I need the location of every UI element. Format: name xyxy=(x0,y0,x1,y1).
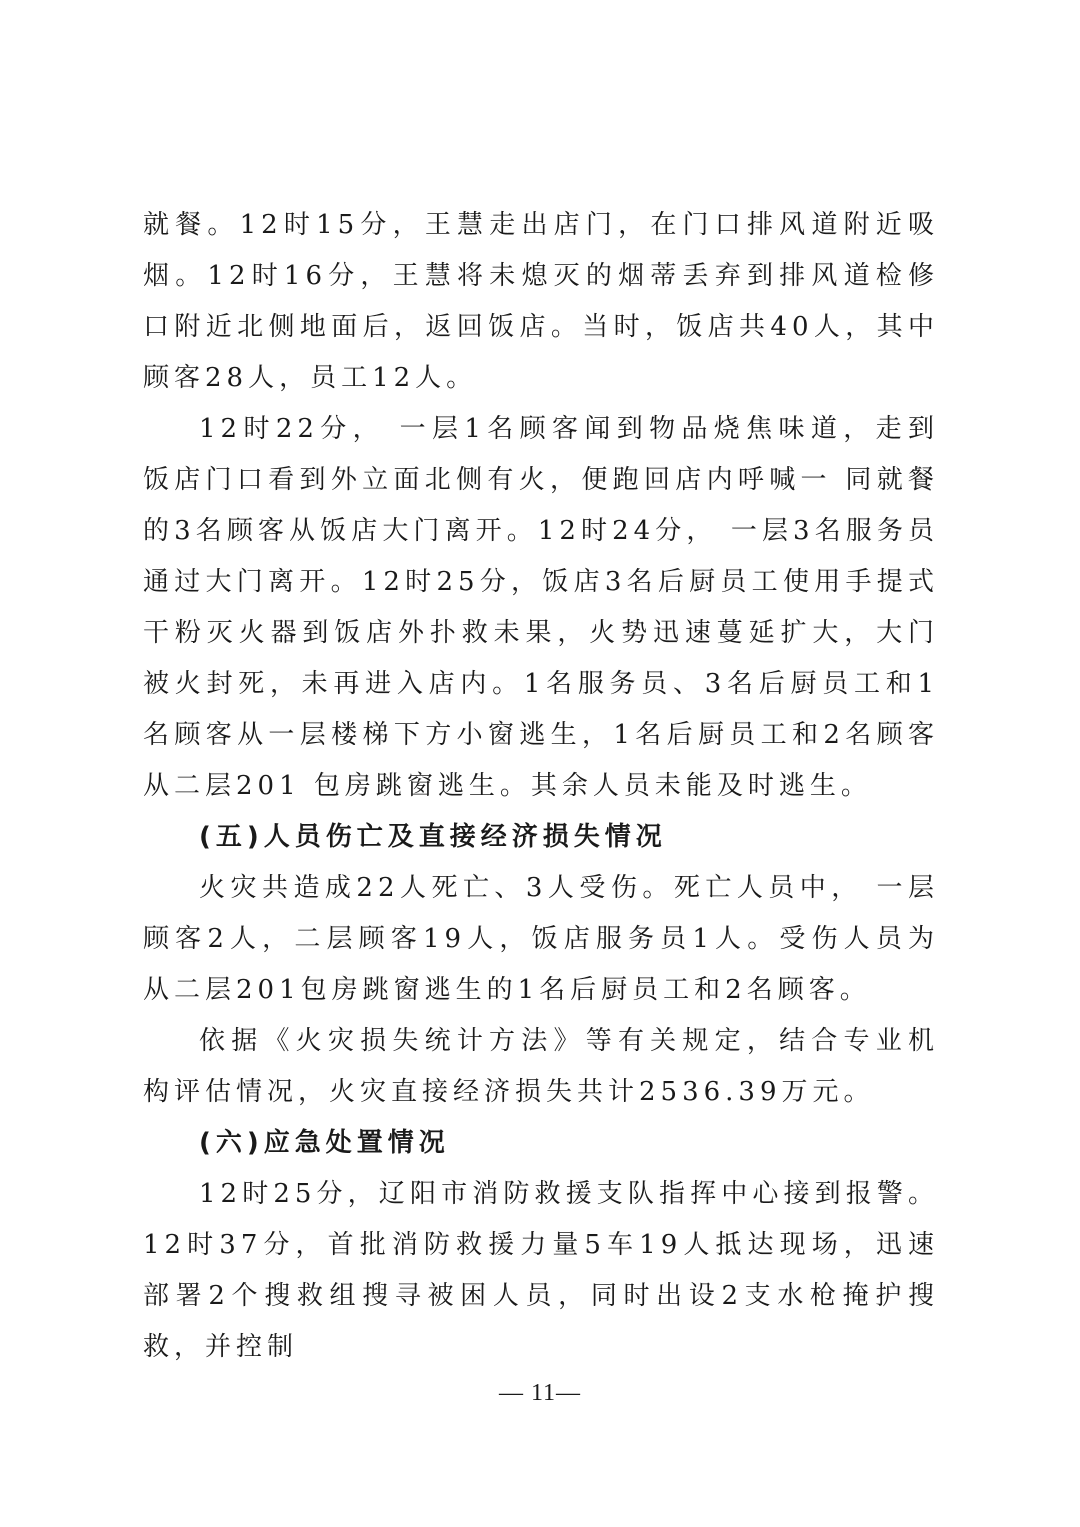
paragraph-casualties: 火灾共造成22人死亡、3人受伤。死亡人员中， 一层顾客2人，二层顾客19人，饭店服务员1人。受伤人员为从二层201包房跳窗逃生的1名后厨员工和2名顾客。 xyxy=(143,873,939,1005)
section-heading-emergency-response: (六)应急处置情况 xyxy=(199,1128,450,1158)
document-body xyxy=(143,200,939,1373)
section-heading-casualties-losses: (五)人员伤亡及直接经济损失情况 xyxy=(199,822,667,852)
paragraph-economic-loss: 依据《火灾损失统计方法》等有关规定，结合专业机构评估情况，火灾直接经济损失共计2536.39万元。 xyxy=(143,1026,939,1107)
paragraph-emergency-response: 12时25分，辽阳市消防救援支队指挥中心接到报警。12时37分，首批消防救援力量5车19人抵达现场，迅速部署2个搜救组搜寻被困人员，同时出设2支水枪掩护搜救，并控制 xyxy=(143,1179,939,1362)
paragraph-fire-discovery-escape: 12时22分， 一层1名顾客闻到物品烧焦味道，走到饭店门口看到外立面北侧有火，便跑回店内呼喊一 同就餐的3名顾客从饭店大门离开。12时24分， 一层3名服务员通过大门离开。12时25分，饭店3名后厨员工使用手提式干粉灭火器到饭店外扑救未果，火势迅速蔓延扩大，大门被火封死，未再进入店内。1名服务员、3名后厨员工和1名顾客从一层楼梯下方小窗逃生，1名后厨员工和2名顾客从二层201 包房跳窗逃生。其余人员未能及时逃生。 xyxy=(143,414,939,801)
page-number: — 11— xyxy=(498,1380,582,1406)
paragraph-dining-smoking: 就餐。12时15分，王慧走出店门，在门口排风道附近吸烟。12时16分，王慧将未熄灭的烟蒂丢弃到排风道检修口附近北侧地面后，返回饭店。当时，饭店共40人，其中顾客28人，员工12人。 xyxy=(143,210,939,393)
